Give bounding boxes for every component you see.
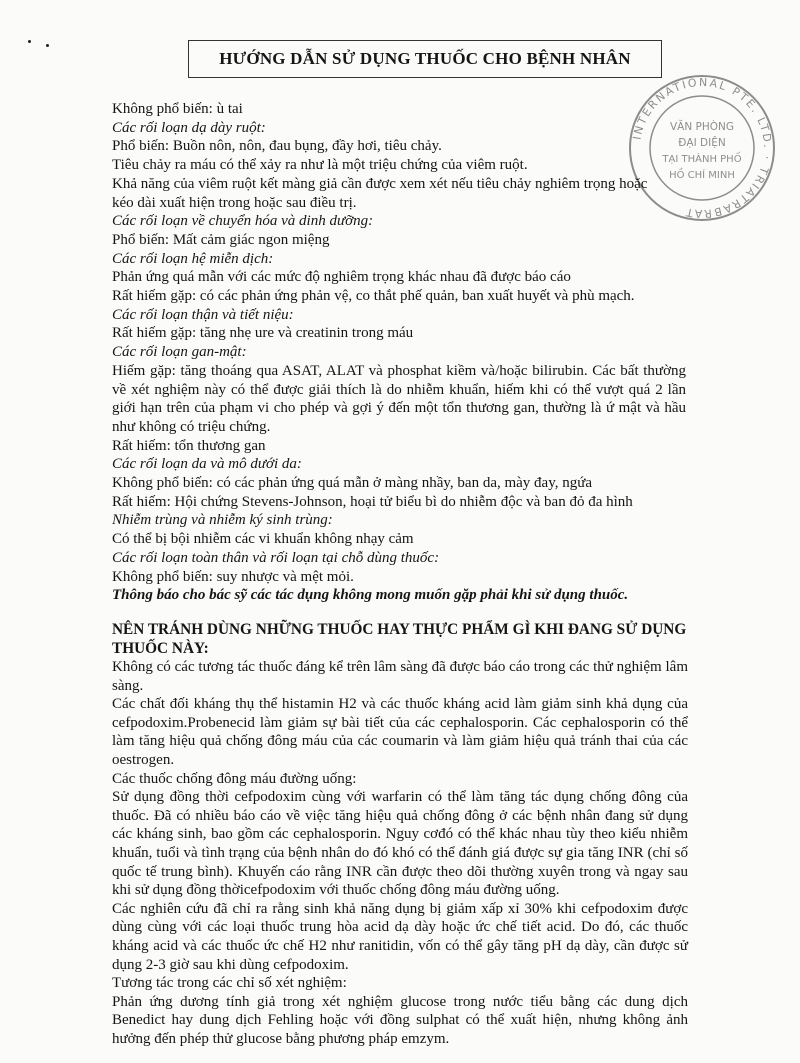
body-text: Khả năng của viêm ruột kết màng giả cần được xem xét nếu tiêu chảy nghiêm trọng hoặc xyxy=(112,175,648,192)
body-text: Hiếm gặp: tăng thoáng qua ASAT, ALAT và phosphat kiềm và/hoặc bilirubin. Các bất thường về xét nghiệm này có thể được giải thích là do nhiễm khuẩn, hiếm khi có thể vượt quá 2 lần giới hạn trên của phạm vi cho phép và gợi ý đến một tổn thương gan, thường là ứ mật và hầu như không có triệu chứng. xyxy=(112,362,686,435)
side-effects-section xyxy=(112,100,686,605)
interaction-paragraph: Các thuốc chống đông máu đường uống: xyxy=(112,770,357,787)
body-text: Không phổ biến: ù tai xyxy=(112,101,243,117)
body-text: Không phổ biến: suy nhược và mệt mỏi. xyxy=(112,568,354,585)
section-subheading: Nhiễm trùng và nhiễm ký sinh trùng: xyxy=(112,512,333,529)
interactions-body xyxy=(112,658,688,1048)
interaction-paragraph: Tương tác trong các chỉ số xét nghiệm: xyxy=(112,975,347,992)
interaction-paragraph: Không có các tương tác thuốc đáng kể trên lâm sàng đã được báo cáo trong các thử nghiệm lâm sàng. xyxy=(112,659,688,694)
stamp-line-3: TẠI THÀNH PHỐ xyxy=(662,154,742,165)
interactions-heading: NÊN TRÁNH DÙNG NHỮNG THUỐC HAY THỰC PHẨM GÌ KHI ĐANG SỬ DỤNG THUỐC NÀY: xyxy=(112,621,687,657)
body-text: Phản ứng quá mẫn với các mức độ nghiêm trọng khác nhau đã được báo cáo xyxy=(112,269,571,286)
body-text: Có thể bị bội nhiễm các vi khuẩn không nhạy cảm xyxy=(112,531,414,548)
interaction-paragraph: Phản ứng dương tính giả trong xét nghiệm glucose trong nước tiểu bằng các dung dịch Benedict hay dung dịch Fehling hoặc với đồng sulphat có thể xuất hiện, nhưng không ảnh hưởng đến phép thử glucose bằng phương pháp emzym. xyxy=(112,993,688,1047)
body-text: Rất hiếm gặp: tăng nhẹ ure và creatinin trong máu xyxy=(112,325,414,342)
document-title-box xyxy=(188,40,662,78)
body-text: Rất hiếm: Hội chứng Stevens-Johnson, hoại tử biểu bì do nhiễm độc và ban đỏ đa hình xyxy=(112,493,633,510)
section-subheading: Các rối loạn toàn thân và rối loạn tại chỗ dùng thuốc: xyxy=(112,549,440,566)
interactions-section xyxy=(112,621,688,1048)
section-subheading: Các rối loạn hệ miễn dịch: xyxy=(112,250,274,267)
section-subheading: Các rối loạn thận và tiết niệu: xyxy=(112,306,294,323)
document-title: HƯỚNG DẪN SỬ DỤNG THUỐC CHO BỆNH NHÂN xyxy=(219,49,631,68)
scan-speck xyxy=(46,44,49,47)
stamp-line-4: HỒ CHÍ MINH xyxy=(669,170,735,181)
body-text: Phổ biến: Mất cảm giác ngon miệng xyxy=(112,231,330,248)
notice-text: Thông báo cho bác sỹ các tác dụng không mong muốn gặp phải khi sử dụng thuốc. xyxy=(112,587,629,604)
stamp-line-1: VĂN PHÒNG xyxy=(669,121,735,133)
stamp-ring-text: INTERNATIONAL PTE. LTD. · TRIATRABRAT xyxy=(630,75,775,221)
interaction-paragraph: Các chất đối kháng thụ thể histamin H2 và các thuốc kháng acid làm giảm sinh khả dụng của cefpodoxim.Probenecid làm giảm sự bài tiết của các cephalosporin. Các cephalosporin có thể làm tăng hiệu quả chống đông máu của các coumarin và làm giảm hiệu quả tránh thai của các oestrogen. xyxy=(112,696,688,768)
interaction-paragraph: Sử dụng đồng thời cefpodoxim cùng với warfarin có thể làm tăng tác dụng chống đông của thuốc. Đã có nhiều báo cáo về việc tăng hiệu quả chống đông ở các bệnh nhân đang sử dụng các kháng sinh, bao gồm các cephalosporin. Nguy cơđó có thể khác nhau tùy theo kiểu nhiễm khuẩn, tuổi và tình trạng của bệnh nhân do đó khó có thể đánh giá được sự gia tăng INR (chỉ số quốc tế trung bình). Khuyến cáo rằng INR cần được theo dõi thường xuyên trong và ngay sau khi sử dụng đồng thờicefpodoxim với thuốc chống đông máu đường uống. xyxy=(112,789,688,899)
section-subheading: Các rối loạn dạ dày ruột: xyxy=(112,119,266,136)
body-text: Phổ biến: Buồn nôn, nôn, đau bụng, đầy hơi, tiêu chảy. xyxy=(112,138,442,155)
interaction-paragraph: Các nghiên cứu đã chỉ ra rằng sinh khả năng dụng bị giảm xấp xỉ 30% khi cefpodoxim được dùng cùng với các loại thuốc trung hòa acid dạ dày hoặc ức chế tiết acid. Do đó, các thuốc kháng acid và các thuốc ức chế H2 như ranitidin, vốn có thể gây tăng pH dạ dày, cần được sử dụng 2-3 giờ sau khi dùng cefpodoxim. xyxy=(112,900,688,973)
stamp-line-2: ĐẠI DIỆN xyxy=(678,137,726,149)
section-subheading: Các rối loạn gan-mật: xyxy=(112,344,247,361)
scan-speck xyxy=(28,40,31,43)
body-text: Rất hiếm gặp: có các phản ứng phản vệ, co thắt phế quản, ban xuất huyết và phù mạch. xyxy=(112,288,635,305)
body-text: kéo dài xuất hiện trong hoặc sau điều trị. xyxy=(112,194,357,211)
body-text: Rất hiếm: tổn thương gan xyxy=(112,437,266,454)
body-text: Tiêu chảy ra máu có thể xảy ra như là một triệu chứng của viêm ruột. xyxy=(112,157,528,174)
section-subheading: Các rối loạn da và mô dưới da: xyxy=(112,456,302,473)
section-subheading: Các rối loạn về chuyển hóa và dinh dưỡng: xyxy=(112,213,374,230)
body-text: Không phổ biến: có các phản ứng quá mẫn ở màng nhầy, ban da, mày đay, ngứa xyxy=(112,475,593,492)
